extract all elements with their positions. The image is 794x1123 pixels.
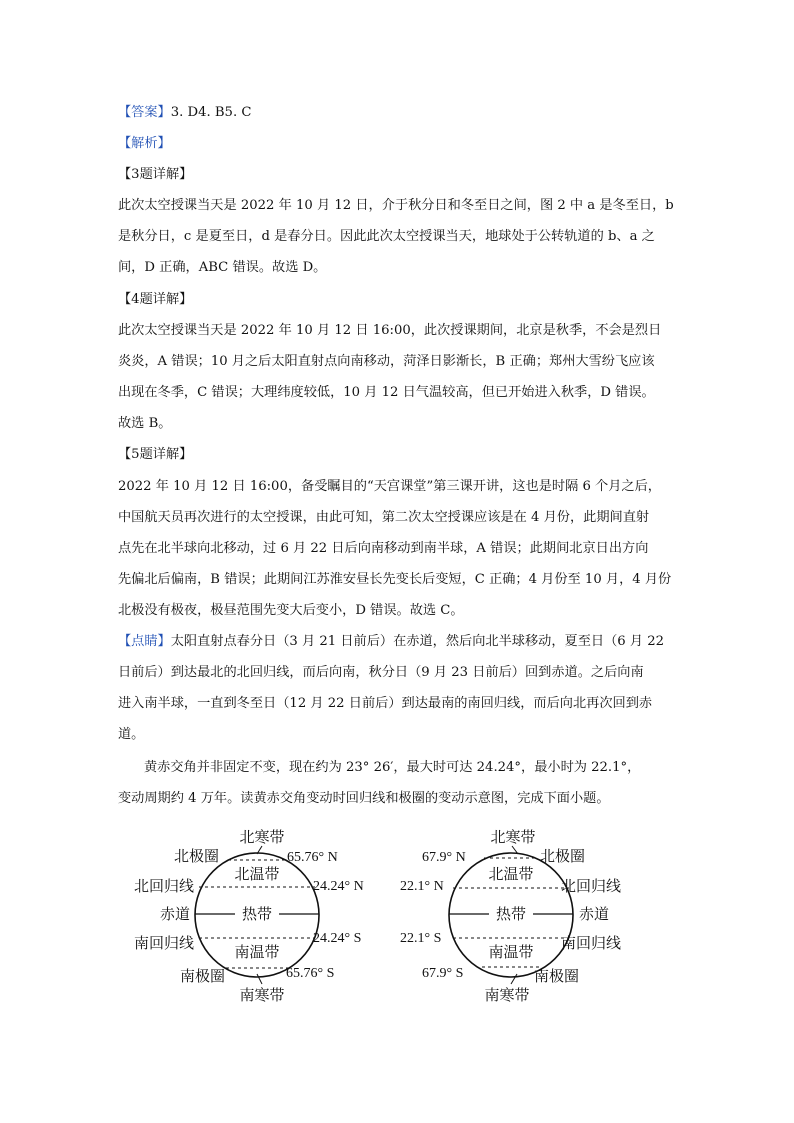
tip-line-3: 进入南半球，一直到冬至日（12 月 22 日前后）到达最南的南回归线，而后向北再次回到赤 [118,696,653,711]
right-arctic-lat-label: 67.9° N [422,850,466,865]
right-north-temperate-label: 北温带 [488,867,534,883]
right-globe [400,829,621,1004]
right-south-cold-leader [511,974,517,984]
analysis-tag: 【解析】 [118,136,171,151]
intro-line-2: 变动周期约 4 万年。读黄赤交角变动时回归线和极圈的变动示意图，完成下面小题。 [118,791,610,806]
left-north-temperate-label: 北温带 [234,867,280,883]
left-arctic-circle-label: 北极圈 [174,849,220,865]
intro-line-1: 黄赤交角并非固定不变，现在约为 23° 26′，最大时可达 24.24°，最小时为 22.1°， [144,760,641,775]
q3-line-3: 间，D 正确，ABC 错误。故选 D。 [118,260,327,275]
left-north-cold-label: 北寒带 [239,830,285,846]
right-antarctic-circle-label: 南极圈 [534,969,580,985]
q3-line-1: 此次太空授课当天是 2022 年 10 月 12 日，介于秋分日和冬至日之间，图 2 中 a 是冬至日，b [118,198,674,213]
q3-tag: 【3题详解】 [118,167,193,182]
right-arctic-circle-label: 北极圈 [540,849,586,865]
q4-line-1: 此次太空授课当天是 2022 年 10 月 12 日 16:00，此次授课期间，北京是秋季，不会是烈日 [118,323,662,338]
right-north-cold-label: 北寒带 [490,830,536,846]
left-south-cold-label: 南寒带 [239,988,285,1004]
q5-line-3: 点先在北半球向北移动，过 6 月 22 日后向南移动到南半球，A 错误；此期间北京日出方向 [118,541,649,556]
right-capricorn-lat-label: 22.1° S [400,931,442,946]
q5-line-1: 2022 年 10 月 12 日 16:00，备受瞩目的“天宫课堂”第三课开讲，这也是时隔 6 个月之后， [118,479,661,494]
q5-line-5: 北极没有极夜，极昼范围先变大后变小，D 错误。故选 C。 [118,603,464,618]
answer-tag: 【答案】 [118,105,171,120]
left-south-cold-leader [257,974,262,984]
answer-line [118,105,251,121]
answer-text: 3. D4. B5. C [170,105,252,120]
right-south-cold-label: 南寒带 [484,988,530,1004]
tropic-polar-circle-diagram [120,820,640,1010]
left-cancer-lat-label: 24.24° N [313,879,364,894]
left-arctic-lat-label: 65.76° N [287,850,338,865]
tip-line-2: 日前后）到达最北的北回归线，而后向南，秋分日（9 月 23 日前后）回到赤道。之后向南 [118,665,644,680]
right-equator-label: 赤道 [579,907,610,923]
q3-line-2: 是秋分日，c 是夏至日，d 是春分日。因此此次太空授课当天，地球处于公转轨道的 b、a 之 [118,229,655,244]
tip-line-1 [118,634,664,650]
tip-line-4: 道。 [118,727,145,742]
q5-line-2: 中国航天员再次进行的太空授课，由此可知，第二次太空授课应该是在 4 月份，此期间直射 [118,510,650,525]
q4-line-4: 故选 B。 [118,416,172,431]
left-antarctic-circle-label: 南极圈 [180,969,226,985]
left-tropical-label: 热带 [241,907,273,923]
left-capricorn-lat-label: 24.24° S [313,931,362,946]
right-cancer-lat-label: 22.1° N [400,879,444,894]
q4-tag: 【4题详解】 [118,292,193,307]
left-equator-label: 赤道 [160,907,191,923]
q4-line-2: 炎炎，A 错误；10 月之后太阳直射点向南移动，菏泽日影渐长，B 正确；郑州大雪纷飞应该 [118,354,655,369]
left-capricorn-label: 南回归线 [134,936,195,952]
left-south-temperate-label: 南温带 [234,945,280,961]
q5-tag: 【5题详解】 [118,447,193,462]
right-capricorn-label: 南回归线 [561,936,622,952]
left-cancer-label: 北回归线 [134,879,195,895]
right-south-temperate-label: 南温带 [488,945,534,961]
right-antarctic-lat-label: 67.9° S [422,966,464,981]
q5-line-4: 先偏北后偏南，B 错误；此期间江苏淮安昼长先变长后变短，C 正确；4 月份至 10 月，4 月份 [118,572,672,587]
right-cancer-label: 北回归线 [561,879,622,895]
right-tropical-label: 热带 [495,907,527,923]
left-antarctic-lat-label: 65.76° S [286,966,335,981]
left-globe [134,829,364,1004]
tip-tag: 【点睛】 [118,634,171,649]
q4-line-3: 出现在冬季，C 错误；大理纬度较低，10 月 12 日气温较高，但已开始进入秋季，D 错误。 [118,385,655,400]
tip-text-1: 太阳直射点春分日（3 月 21 日前后）在赤道，然后向北半球移动，夏至日（6 月 22 [170,634,665,649]
